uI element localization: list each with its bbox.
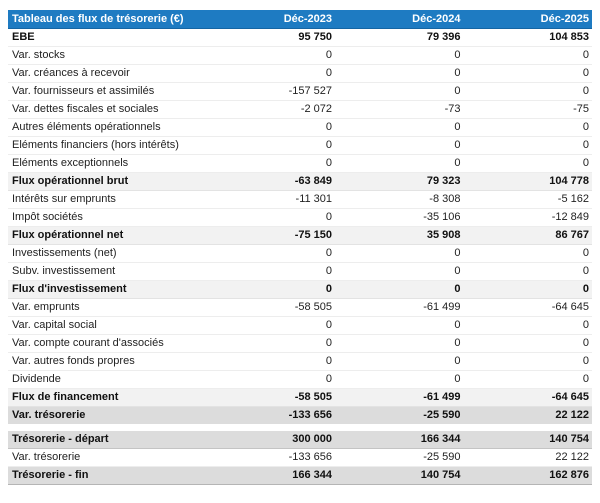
row-value: 104 778	[464, 173, 593, 191]
row-value: 0	[335, 353, 463, 371]
row-label: Trésorerie - fin	[8, 467, 207, 485]
table-row	[8, 389, 592, 407]
table-row	[8, 47, 592, 65]
table-row	[8, 407, 592, 428]
row-value: 162 876	[464, 467, 593, 485]
table-row	[8, 371, 592, 389]
row-value: 35 908	[335, 227, 463, 245]
row-value: 104 853	[464, 29, 593, 47]
row-value: 0	[207, 137, 335, 155]
table-row	[8, 227, 592, 245]
row-label: Var. dettes fiscales et sociales	[8, 101, 207, 119]
row-value: 0	[207, 335, 335, 353]
row-value: 22 122	[464, 449, 593, 467]
row-value: 140 754	[464, 428, 593, 449]
row-value: 0	[464, 281, 593, 299]
row-value: 0	[464, 83, 593, 101]
row-value: 0	[335, 371, 463, 389]
row-value: 0	[207, 209, 335, 227]
cashflow-table-header	[8, 10, 592, 29]
row-label: Var. stocks	[8, 47, 207, 65]
table-title: Tableau des flux de trésorerie (€)	[8, 10, 207, 29]
row-label: Flux d'investissement	[8, 281, 207, 299]
row-value: -157 527	[207, 83, 335, 101]
row-value: -2 072	[207, 101, 335, 119]
row-value: 0	[335, 137, 463, 155]
row-value: 0	[464, 47, 593, 65]
table-row	[8, 173, 592, 191]
row-value: 166 344	[335, 428, 463, 449]
row-value: -64 645	[464, 389, 593, 407]
table-row	[8, 119, 592, 137]
row-value: -25 590	[335, 449, 463, 467]
row-value: 0	[464, 155, 593, 173]
row-label: Dividende	[8, 371, 207, 389]
row-value: 166 344	[207, 467, 335, 485]
table-row	[8, 209, 592, 227]
table-row	[8, 191, 592, 209]
row-value: 0	[207, 245, 335, 263]
table-row	[8, 449, 592, 467]
table-row	[8, 65, 592, 83]
row-value: 300 000	[207, 428, 335, 449]
row-value: 0	[464, 65, 593, 83]
row-value: 0	[335, 65, 463, 83]
column-header-dec-2024: Déc-2024	[335, 10, 463, 29]
row-value: -63 849	[207, 173, 335, 191]
row-value: 0	[335, 155, 463, 173]
row-value: 0	[335, 119, 463, 137]
row-label: Flux opérationnel net	[8, 227, 207, 245]
row-label: Investissements (net)	[8, 245, 207, 263]
row-value: -58 505	[207, 389, 335, 407]
row-value: -73	[335, 101, 463, 119]
row-value: 0	[335, 47, 463, 65]
row-value: 0	[464, 353, 593, 371]
row-value: 0	[207, 119, 335, 137]
row-value: 95 750	[207, 29, 335, 47]
row-value: 0	[464, 371, 593, 389]
row-label: Autres éléments opérationnels	[8, 119, 207, 137]
row-value: -35 106	[335, 209, 463, 227]
table-row	[8, 299, 592, 317]
row-value: 0	[464, 317, 593, 335]
row-value: 86 767	[464, 227, 593, 245]
row-label: Trésorerie - départ	[8, 428, 207, 449]
row-label: Var. créances à recevoir	[8, 65, 207, 83]
row-value: 0	[335, 263, 463, 281]
row-value: -61 499	[335, 389, 463, 407]
table-row	[8, 428, 592, 449]
cashflow-table-body	[8, 29, 592, 485]
row-value: 0	[464, 119, 593, 137]
row-value: 0	[335, 335, 463, 353]
row-value: 0	[207, 65, 335, 83]
row-label: Subv. investissement	[8, 263, 207, 281]
row-label: Intérêts sur emprunts	[8, 191, 207, 209]
table-row	[8, 335, 592, 353]
row-label: Impôt sociétés	[8, 209, 207, 227]
row-value: -58 505	[207, 299, 335, 317]
row-value: 0	[207, 47, 335, 65]
table-row	[8, 137, 592, 155]
row-value: 0	[464, 245, 593, 263]
table-row	[8, 263, 592, 281]
row-label: Var. capital social	[8, 317, 207, 335]
row-value: -75	[464, 101, 593, 119]
row-label: Var. autres fonds propres	[8, 353, 207, 371]
row-label: Eléments exceptionnels	[8, 155, 207, 173]
row-value: -64 645	[464, 299, 593, 317]
row-value: 0	[335, 83, 463, 101]
row-value: -5 162	[464, 191, 593, 209]
row-value: -133 656	[207, 449, 335, 467]
row-value: -25 590	[335, 407, 463, 428]
row-label: Var. compte courant d'associés	[8, 335, 207, 353]
column-header-dec-2023: Déc-2023	[207, 10, 335, 29]
row-label: Var. fournisseurs et assimilés	[8, 83, 207, 101]
row-value: -8 308	[335, 191, 463, 209]
row-label: EBE	[8, 29, 207, 47]
row-label: Var. trésorerie	[8, 449, 207, 467]
row-value: 0	[335, 245, 463, 263]
table-row	[8, 317, 592, 335]
row-value: 0	[335, 317, 463, 335]
table-row	[8, 281, 592, 299]
table-row	[8, 467, 592, 485]
table-row	[8, 29, 592, 47]
row-value: 0	[464, 263, 593, 281]
table-row	[8, 353, 592, 371]
row-value: -12 849	[464, 209, 593, 227]
row-label: Flux de financement	[8, 389, 207, 407]
row-value: 79 323	[335, 173, 463, 191]
row-label: Eléments financiers (hors intérêts)	[8, 137, 207, 155]
row-value: -61 499	[335, 299, 463, 317]
row-value: 0	[207, 263, 335, 281]
table-row	[8, 245, 592, 263]
row-value: 0	[207, 317, 335, 335]
row-value: 140 754	[335, 467, 463, 485]
table-row	[8, 101, 592, 119]
row-value: 0	[464, 137, 593, 155]
row-value: 0	[335, 281, 463, 299]
row-value: 0	[207, 281, 335, 299]
row-label: Flux opérationnel brut	[8, 173, 207, 191]
table-row	[8, 83, 592, 101]
row-value: 0	[464, 335, 593, 353]
row-value: 22 122	[464, 407, 593, 428]
table-row	[8, 155, 592, 173]
row-value: -11 301	[207, 191, 335, 209]
cashflow-table	[8, 10, 592, 485]
row-value: -75 150	[207, 227, 335, 245]
row-value: 0	[207, 353, 335, 371]
row-label: Var. emprunts	[8, 299, 207, 317]
row-value: 0	[207, 155, 335, 173]
column-header-dec-2025: Déc-2025	[464, 10, 593, 29]
row-value: 0	[207, 371, 335, 389]
table-header-row	[8, 10, 592, 29]
row-label: Var. trésorerie	[8, 407, 207, 428]
row-value: 79 396	[335, 29, 463, 47]
row-value: -133 656	[207, 407, 335, 428]
